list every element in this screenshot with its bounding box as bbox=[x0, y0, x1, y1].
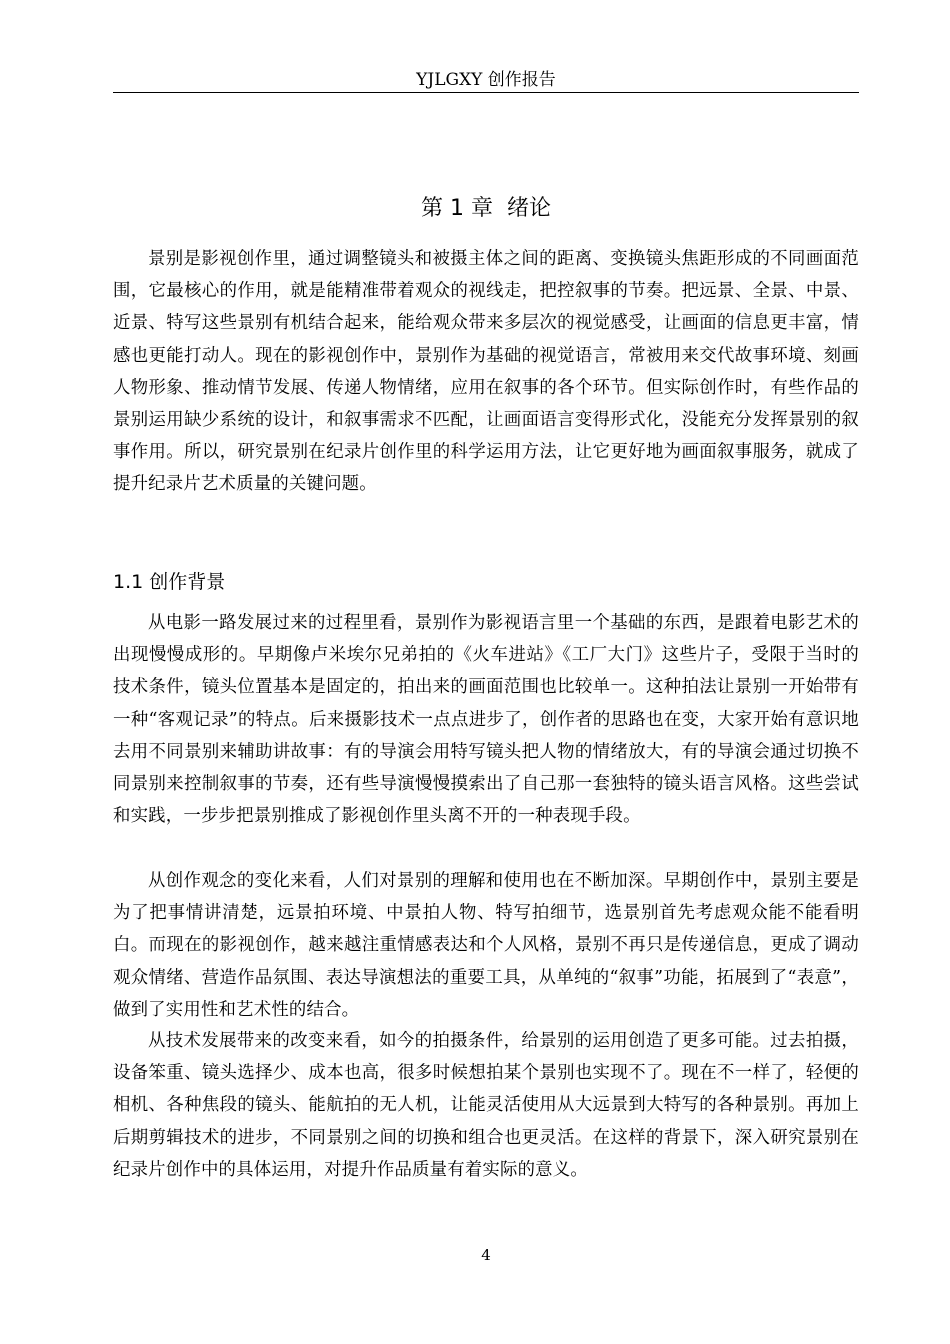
page-number: 4 bbox=[481, 1246, 491, 1264]
body-paragraph: 从电影一路发展过来的过程里看，景别作为影视语言里一个基础的东西，是跟着电影艺术的出现慢慢成形的。早期像卢米埃尔兄弟拍的《火车进站》《工厂大门》这些片子，受限于当时的技术条件，镜头位置基本是固定的，拍出来的画面范围也比较单一。这种拍法让景别一开始带有一种“客观记录”的特点。后来摄影技术一点点进步了，创作者的思路也在变，大家开始有意识地去用不同景别来辅助讲故事：有的导演会用特写镜头把人物的情绪放大，有的导演会通过切换不同景别来控制叙事的节奏，还有些导演慢慢摸索出了自己那一套独特的镜头语言风格。这些尝试和实践，一步步把景别推成了影视创作里头离不开的一种表现手段。 bbox=[113, 613, 859, 827]
body-paragraph: 从创作观念的变化来看，人们对景别的理解和使用也在不断加深。早期创作中，景别主要是为了把事情讲清楚，远景拍环境、中景拍人物、特写拍细节，选景别首先考虑观众能不能看明白。而现在的影视创作，越来越注重情感表达和个人风格，景别不再只是传递信息，更成了调动观众情绪、营造作品氛围、表达导演想法的重要工具，从单纯的“叙事”功能，拓展到了“表意”，做到了实用性和艺术性的结合。 bbox=[113, 871, 859, 1020]
header-rule bbox=[113, 92, 859, 93]
section-title: 1.1 创作背景 bbox=[113, 571, 226, 593]
body-paragraph: 从技术发展带来的改变来看，如今的拍摄条件，给景别的运用创造了更多可能。过去拍摄，设备笨重、镜头选择少、成本也高，很多时候想拍某个景别也实现不了。现在不一样了，轻便的相机、各种焦段的镜头、能航拍的无人机，让能灵活使用从大远景到大特写的各种景别。再加上后期剪辑技术的进步，不同景别之间的切换和组合也更灵活。在这样的背景下，深入研究景别在纪录片创作中的具体运用，对提升作品质量有着实际的意义。 bbox=[113, 1031, 859, 1180]
running-header: YJLGXY 创作报告 bbox=[416, 70, 556, 90]
chapter-title: 第 1 章 绪论 bbox=[421, 195, 551, 221]
intro-paragraph: 景别是影视创作里，通过调整镜头和被摄主体之间的距离、变换镜头焦距形成的不同画面范围，它最核心的作用，就是能精准带着观众的视线走，把控叙事的节奏。把远景、全景、中景、近景、特写这些景别有机结合起来，能给观众带来多层次的视觉感受，让画面的信息更丰富，情感也更能打动人。现在的影视创作中，景别作为基础的视觉语言，常被用来交代故事环境、刻画人物形象、推动情节发展、传递人物情绪，应用在叙事的各个环节。但实际创作时，有些作品的景别运用缺少系统的设计，和叙事需求不匹配，让画面语言变得形式化，没能充分发挥景别的叙事作用。所以，研究景别在纪录片创作里的科学运用方法，让它更好地为画面叙事服务，就成了提升纪录片艺术质量的关键问题。 bbox=[113, 249, 859, 495]
